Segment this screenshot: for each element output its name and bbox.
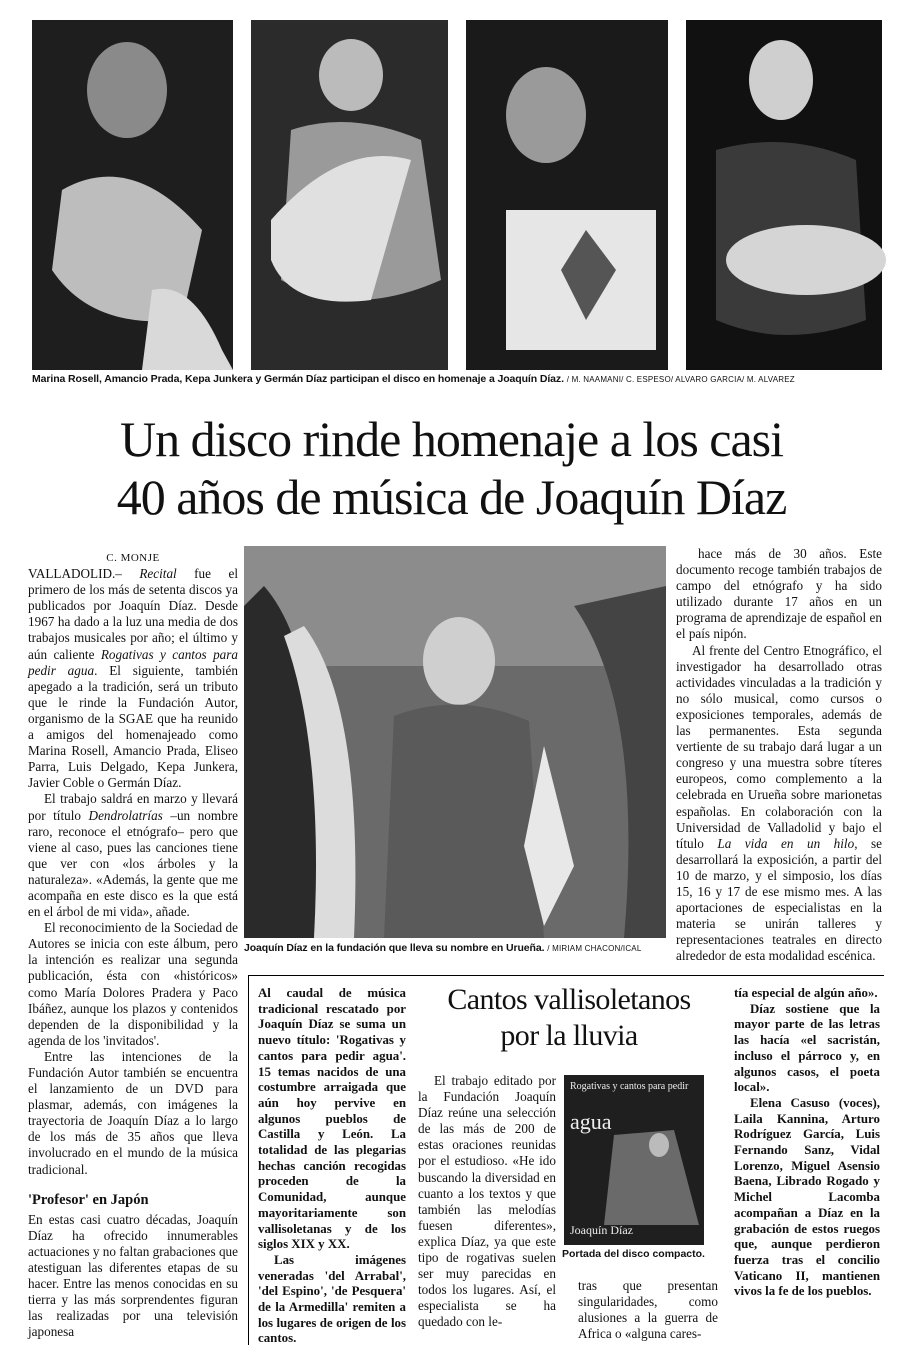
top-photo-credit: / M. NAAMANI/ C. ESPESO/ ALVARO GARCIA/ M. ALVAREZ	[566, 375, 795, 384]
paragraph: hace más de 30 años. Este documento recoge también trabajos de campo del etnógrafo y ha sido utilizado durante 17 años en un programa de aprendizaje de español en el país nipón.	[676, 546, 882, 642]
photo-german-diaz	[686, 20, 882, 370]
section-subhead: 'Profesor' en Japón	[28, 1191, 149, 1208]
cd-cover-title: Rogativas y cantos para pedir	[570, 1081, 689, 1092]
cd-cover-caption: Portada del disco compacto.	[562, 1248, 705, 1260]
box-right-column	[734, 986, 880, 1340]
photo-marina-rosell	[32, 20, 233, 370]
paragraph: Díaz sostiene que la mayor parte de las letras las hacía «el sacristán, incluso el párroco y, en algunos casos, el poeta local».	[734, 1001, 880, 1095]
cd-cover-title-big: agua	[570, 1109, 612, 1134]
box-rule-left	[248, 975, 249, 1345]
byline: C. MONJE	[106, 552, 160, 564]
headline-line1: Un disco rinde homenaje a los casi	[119, 411, 784, 467]
box-bold-column	[258, 986, 406, 1346]
paragraph: En estas casi cuatro décadas, Joaquín Díaz ha ofrecido innumerables actuaciones y no faltan grabaciones que atestiguan las diferentes etapas de su hacer. Entre las menos conocidas en su tierra y las más sorprendentes figuran las realizadas por una televisión japonesa	[28, 1211, 238, 1340]
box-under-cover-text	[578, 1278, 718, 1340]
headline	[0, 410, 903, 526]
paragraph: Al caudal de música tradicional rescatado por Joaquín Díaz se suma un nuevo título: 'Rogativas y cantos para pedir agua'. 15 temas nacidos de una costumbre arraigada que aún hoy pervive en algunos pueblos de Castilla y León. La totalidad de las plegarias hechas canción recogidas proceden de la Comunidad, aunque mayoritariamente son vallisoletanas y de los siglos XIX y XX.	[258, 986, 406, 1252]
box-title: Cantos vallisoletanos por la lluvia	[447, 983, 691, 1052]
box-rule-top	[248, 975, 884, 976]
paragraph: Elena Casuso (voces), Laila Kannina, Arturo Rodríguez García, Luis Fernando Sanz, Vidal Lorenzo, Miguel Asensio Baena, Librado Rogado y Michel Lacomba acompañan a Díaz en la grabación de estos ruegos que, aunque perdieron fuerza tras el concilio Vaticano II, mantienen vivos la fe de los pueblos.	[734, 1095, 880, 1299]
paragraph: Las imágenes veneradas 'del Arrabal', 'del Espino', 'de Pesquera' de la Armedilla' remiten a los lugares de origen de los cantos.	[258, 1252, 406, 1346]
article-column-3	[676, 546, 882, 964]
center-photo-credit: / MIRIAM CHACON/ICAL	[547, 944, 642, 953]
center-photo-caption: Joaquín Díaz en la fundación que lleva su nombre en Urueña. / MIRIAM CHACON/ICAL	[244, 942, 642, 954]
photo-amancio-prada	[251, 20, 448, 370]
paragraph: El trabajo editado por la Fundación Joaquín Díaz reúne una selección de las más de 200 de estas oraciones reunidas por el estudioso. «He ido buscando la diversidad en cuanto a los textos y que también las melodías fuesen diferentes», explica Díaz, ya que este tipo de rogativas suelen ser muy parecidas en todos los lugares. Así, el especialista se ha quedado con le-	[418, 1073, 556, 1330]
photo-kepa-junkera	[466, 20, 668, 370]
paragraph: Entre las intenciones de la Fundación Autor también se encuentra el lanzamiento de un DVD para plasmar, además, con imágenes la trayectoria de Joaquín Díaz a lo largo de los más de 35 años que lleva involucrado en el mundo de la música tradicional.	[28, 1048, 238, 1177]
paragraph: tras que presentan singularidades, como alusiones a la guerra de Africa o «alguna cares-	[578, 1278, 718, 1342]
paragraph: El reconocimiento de la Sociedad de Autores se inicia con este álbum, pero la intención es realizar una segunda publicación, ésta con «históricos» como María Dolores Pradera y Paco Ibáñez, aunque los plazos y contenidos dependen de la disponibilidad y la agenda de los 'invitados'.	[28, 920, 238, 1048]
paragraph: tía especial de algún año».	[734, 986, 878, 1000]
cd-cover-image	[564, 1075, 704, 1245]
top-photo-caption: Marina Rosell, Amancio Prada, Kepa Junkera y Germán Díaz participan el disco en homenaje a Joaquín Díaz. / M. NAAMANI/ C. ESPESO/ ALVARO GARCIA/ M. ALVAREZ	[32, 373, 795, 385]
article-column-1	[28, 550, 238, 1340]
photo-joaquin-diaz	[244, 546, 666, 938]
lead-paragraph: VALLADOLID.– Recital fue el primero de los más de setenta discos ya publicados por Joaquín Díaz. Desde 1967 ha dado a la luz una media de dos trabajos musicales por año; el último y aún caliente Rogativas y cantos para pedir agua. El siguiente, también apegado a la tradición, será un tributo que le rinde la Fundación Autor, organismo de la SGAE que ha reunido a amigos del homenajeado como Marina Rosell, Amancio Prada, Eliseo Parra, Luis Delgado, Kepa Junkera, Javier Coble o Germán Díaz.	[28, 566, 238, 791]
box-mid-column	[418, 1073, 556, 1341]
headline-line2: 40 años de música de Joaquín Díaz	[116, 469, 787, 525]
paragraph: Al frente del Centro Etnográfico, el investigador ha desarrollado otras actividades vinculadas a la tradición y no sólo musical, como cursos o exposiciones temporales, además de las permanentes. Esta segunda vertiente de su trabajo dará lugar a un congreso y una muestra sobre títeres europeos, como complemento a la celebrada en Urueña sobre marionetas españolas. En colaboración con la Universidad de Valladolid y bajo el título La vida en un hilo, se desarrollará la exposición, a partir del 10 de marzo, y el simposio, los días 15, 16 y 17 de ese mismo mes. A las aportaciones de especialistas en la materia se unirán talleres y representaciones teatrales en directo alrededor de esta modalidad escénica.	[676, 642, 882, 964]
paragraph: El trabajo saldrá en marzo y llevará por título Dendrolatrías –un nombre raro, reconoce el etnógrafo– pero que viene al caso, pues las canciones tiene que ver con «los árboles y la naturaleza». «Además, la gente que me acompaña en este disco es la que está en el árbol de mi vida», añade.	[28, 791, 238, 920]
cd-cover-author: Joaquín Díaz	[570, 1223, 633, 1237]
